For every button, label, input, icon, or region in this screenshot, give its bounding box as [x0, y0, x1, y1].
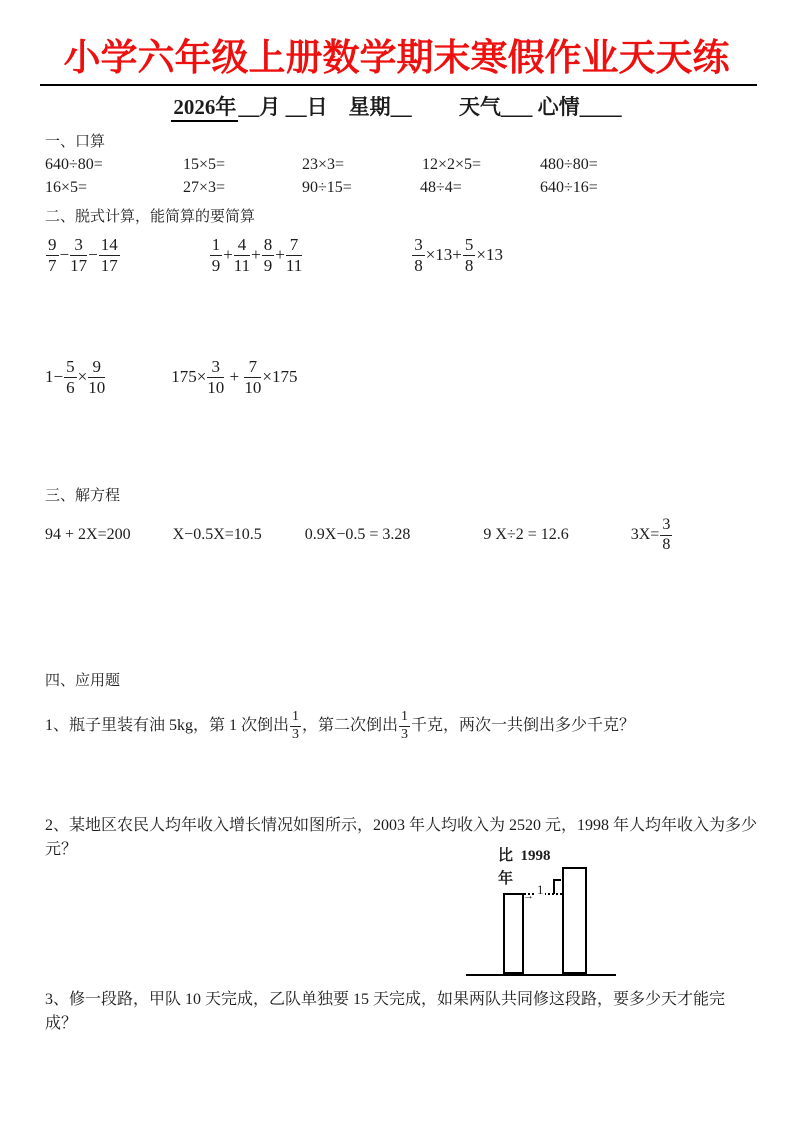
problem-text-with-fractions: 1、瓶子里装有油 5kg，第 1 次倒出 $\frac{1}{3}$ ，第二次倒出 $\frac{1}{3}$ 千克，两次一共倒出多少千克？: [45, 708, 636, 742]
oral-item: 48÷4=: [420, 179, 462, 196]
diagram-label-top: 比 1998: [498, 848, 551, 864]
math-expression: $\frac{9}{7}$ − $\frac{3}{17}$ − $\frac{14}{17}$: [48, 234, 118, 275]
oral-item: 640÷80=: [45, 156, 103, 173]
word-problem-2-block: [45, 814, 758, 986]
worksheet-page: [0, 36, 793, 1122]
equations-row: [45, 511, 753, 559]
word-problem-2: 2、某地区农民人均年收入增长情况如图所示，2003 年人均收入为 2520 元，1998 年人均年收入为多少元？: [45, 817, 758, 858]
section-heading-equations: 三、解方程: [45, 488, 121, 504]
stepcalc-row-2: [45, 354, 753, 400]
oral-item: 480÷80=: [540, 156, 598, 173]
math-expression: $\frac{1}{9}$ + $\frac{4}{11}$ + $\frac{8}{9}$ + $\frac{7}{11}$: [211, 234, 303, 275]
bar-1998: [503, 893, 524, 974]
oral-item: 15×5=: [183, 156, 226, 173]
section-heading-word-problems: 四、应用题: [45, 673, 121, 689]
date-blanks: __月 __日 星期__ 天气___ 心情____: [238, 95, 622, 119]
oral-item: 16×5=: [45, 179, 88, 196]
stepcalc-row-1: [45, 232, 753, 278]
oral-item: 23×3=: [302, 156, 345, 173]
word-problem-1: [45, 700, 753, 752]
date-line: [0, 94, 793, 120]
difference-bracket: [553, 879, 561, 894]
oral-row-1: [45, 153, 753, 176]
arrow-right-icon: →: [523, 890, 534, 902]
diagram-baseline: [466, 974, 616, 976]
difference-label: 1: [537, 882, 544, 897]
equation: 94 + 2X=200: [45, 526, 131, 543]
math-expression: 1− $\frac{5}{6}$ × $\frac{9}{10}$: [45, 356, 106, 397]
bar-2003: [562, 867, 587, 974]
equation: 9 X÷2 = 12.6: [483, 526, 569, 543]
oral-item: 27×3=: [183, 179, 226, 196]
income-bar-diagram: [460, 840, 622, 980]
date-year: 2026年: [171, 95, 238, 122]
oral-item: 640÷16=: [540, 179, 598, 196]
equation: 3X= $\frac{3}{8}$: [630, 515, 671, 553]
math-expression: $\frac{3}{8}$ ×13+ $\frac{5}{8}$ ×13: [414, 234, 503, 275]
word-problem-3: 3、修一段路，甲队 10 天完成，乙队单独要 15 天完成，如果两队共同修这段路，要多少天才能完成？: [45, 991, 726, 1032]
section-heading-stepcalc: 二、脱式计算，能简算的要简算: [45, 209, 256, 225]
worksheet-content: [0, 132, 793, 1036]
oral-item: 12×2×5=: [422, 156, 482, 173]
section-heading-oral: 一、口算: [45, 134, 106, 150]
equation: 0.9X−0.5 = 3.28: [304, 526, 411, 543]
equation: X−0.5X=10.5: [172, 526, 262, 543]
oral-row-2: [45, 176, 753, 199]
oral-item: 90÷15=: [302, 179, 352, 196]
page-title: 小学六年级上册数学期末寒假作业天天练: [63, 38, 730, 79]
diagram-label-year: 年: [498, 871, 514, 887]
title-divider: [40, 84, 757, 86]
math-expression: 175× $\frac{3}{10}$ + $\frac{7}{10}$ ×175: [171, 356, 298, 397]
